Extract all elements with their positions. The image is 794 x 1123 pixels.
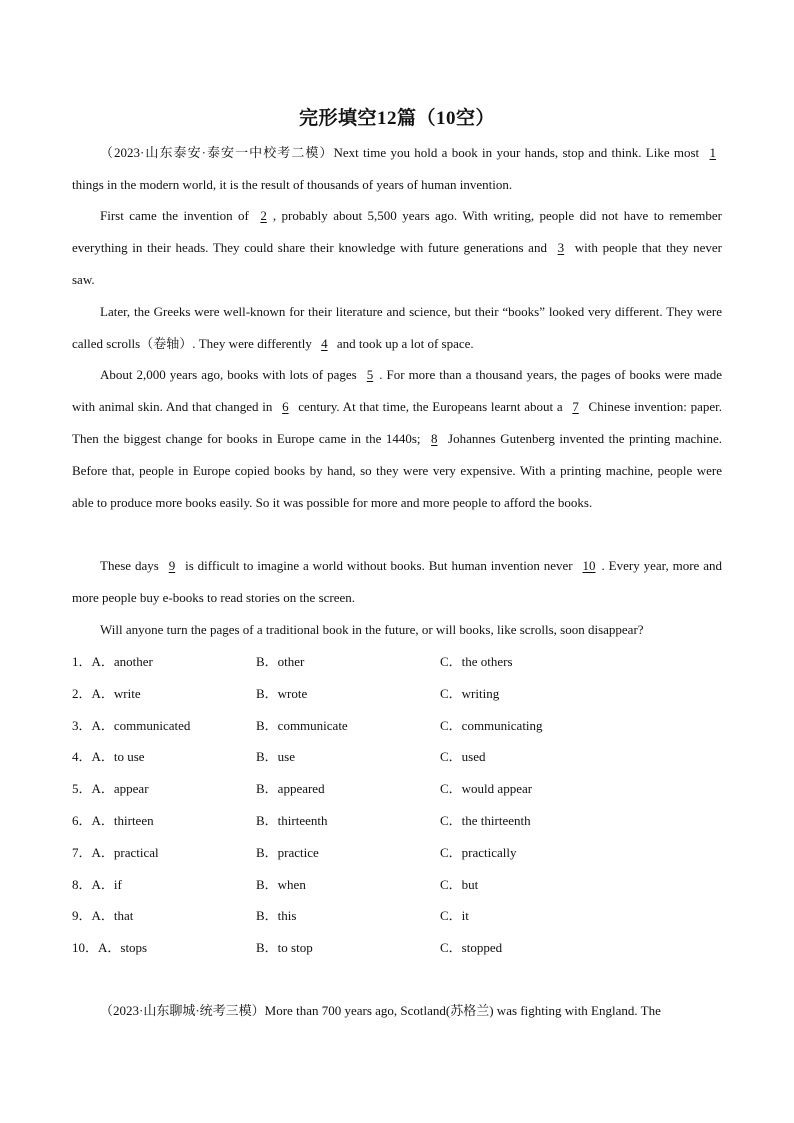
paragraph-6: Will anyone turn the pages of a traditional book in the future, or will books, like scrolls, soon disappear?: [100, 622, 644, 637]
option-c: C．writing: [440, 685, 500, 701]
option-a: 9．A．that: [72, 908, 134, 924]
option-a: 4．A．to use: [72, 749, 145, 765]
option-b: B．this: [256, 908, 297, 924]
option-row-4: [72, 741, 722, 773]
paragraph-5: These days 9 is difficult to imagine a world without books. But human invention never 10 . Every year, more and more people buy e-books to read stories on the screen.: [72, 550, 722, 614]
paragraph-4: About 2,000 years ago, books with lots of pages 5 . For more than a thousand years, the pages of books were made with animal skin. And that changed in 6 century. At that time, the Europeans learnt about a 7 Chinese invention: paper. Then the biggest change for books in Europe came in the 1440s; 8 Johannes Gutenberg invented the printing machine. Before that, people in Europe copied books by hand, so they were very expensive. With a printing machine, people were able to produce more books easily. So it was possible for more and more people to afford the books.: [72, 359, 722, 519]
option-row-9: [72, 900, 722, 932]
passage-2-start: （2023·山东聊城·统考三模）More than 700 years ago, Scotland(苏格兰) was fighting with England. The: [100, 1003, 661, 1018]
option-c: C．it: [440, 908, 469, 924]
option-a: 3．A．communicated: [72, 717, 191, 733]
option-b: B．wrote: [256, 685, 308, 701]
option-row-3: [72, 710, 722, 742]
option-a: 8．A．if: [72, 876, 122, 892]
option-c: C．communicating: [440, 717, 543, 733]
blank-2: 2: [260, 208, 267, 223]
blank-9: 9: [168, 558, 176, 573]
paragraph-3: Later, the Greeks were well-known for their literature and science, but their “books” looked very different. They were called scrolls（卷轴）. They were differently 4 and took up a lot of space.: [72, 296, 722, 360]
option-a: 5．A．appear: [72, 781, 149, 797]
option-b: B．use: [256, 749, 296, 765]
page-title: 完形填空12篇（10空）: [298, 108, 495, 129]
option-a: 2．A．write: [72, 685, 141, 701]
blank-6: 6: [282, 399, 289, 414]
option-c: C．would appear: [440, 781, 533, 797]
option-a: 10．A．stops: [72, 940, 148, 956]
option-row-5: [72, 773, 722, 805]
option-row-1: [72, 646, 722, 678]
option-b: B．when: [256, 876, 306, 892]
option-a: 1．A．another: [72, 654, 153, 669]
source-label: （2023·山东聊城·统考三模）: [100, 1003, 265, 1018]
blank-10: 10: [582, 558, 596, 573]
blank-7: 7: [572, 399, 579, 414]
option-row-2: [72, 678, 722, 710]
option-c: C．practically: [440, 844, 517, 860]
blank-1: 1: [709, 145, 716, 160]
option-row-6: [72, 805, 722, 837]
option-b: B．appeared: [256, 781, 325, 797]
option-a: 7．A．practical: [72, 844, 159, 860]
paragraph-1: （2023·山东泰安·泰安一中校考二模）Next time you hold a book in your hands, stop and think. Like most 1 things in the modern world, it is the result of thousands of years of human invention.: [72, 137, 722, 201]
blank-3: 3: [557, 240, 565, 255]
paragraph-2: First came the invention of 2 , probably about 5,500 years ago. With writing, people did not have to remember everything in their heads. They could share their knowledge with future generations and 3 with people that they never saw.: [72, 200, 722, 296]
option-row-7: [72, 837, 722, 869]
option-row-10: [72, 932, 722, 964]
blank-4: 4: [321, 336, 328, 351]
answer-options: [72, 646, 722, 964]
source-label: （2023·山东泰安·泰安一中校考二模）: [100, 145, 334, 160]
option-c: C．stopped: [440, 940, 503, 956]
option-c: C．used: [440, 749, 486, 765]
option-c: C．but: [440, 876, 479, 892]
blank-8: 8: [431, 431, 438, 446]
option-a: 6．A．thirteen: [72, 812, 154, 828]
option-row-8: [72, 869, 722, 901]
option-b: B．communicate: [256, 717, 348, 733]
option-c: C．the others: [440, 654, 513, 669]
blank-5: 5: [366, 367, 374, 382]
option-b: B．other: [256, 654, 305, 669]
option-b: B．to stop: [256, 940, 313, 956]
option-b: B．thirteenth: [256, 812, 328, 828]
option-c: C．the thirteenth: [440, 812, 531, 828]
option-b: B．practice: [256, 844, 319, 860]
